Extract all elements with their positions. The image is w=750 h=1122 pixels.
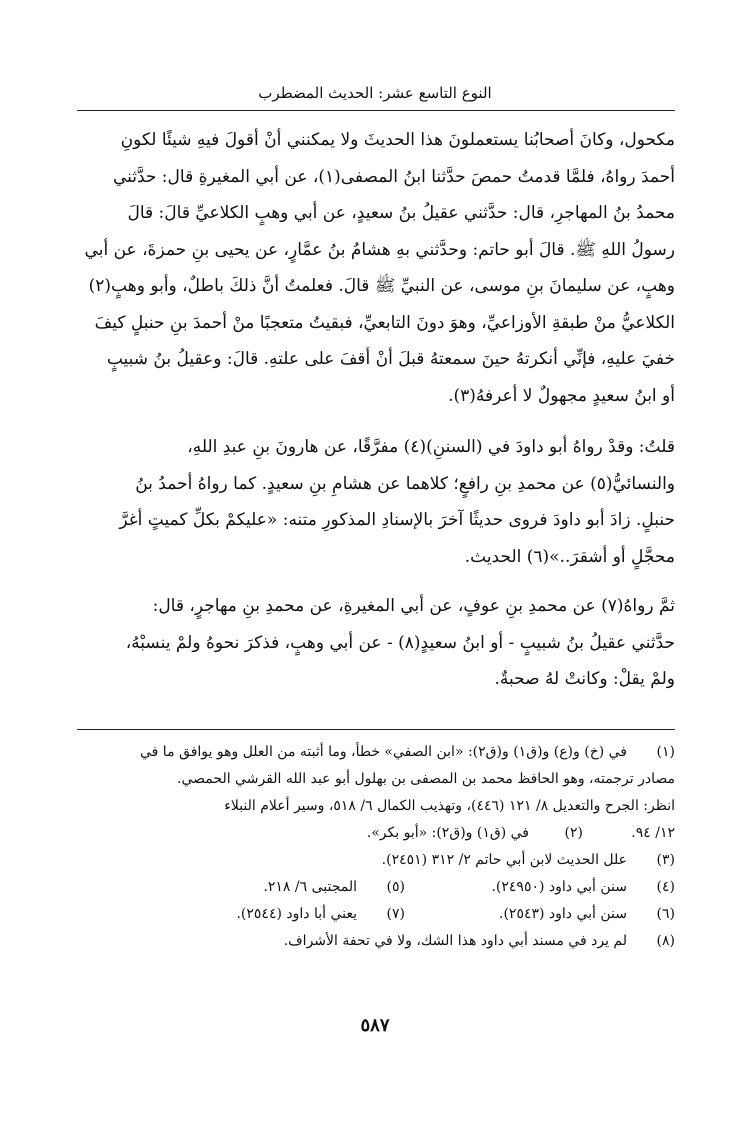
footnote-number: (٨): [656, 933, 675, 949]
text-line: وهبٍ، عن سليمانَ بنِ موسى، عن النبيِّ ﷺ قالَ. فعلمتُ أنَّ ذلكَ باطلٌ، وأبو وهبٍ(٢): [88, 276, 675, 296]
footnote-row: [77, 901, 675, 928]
footnote-text: سنن أبي داود (٢٤٩٥٠).: [491, 879, 627, 895]
text-line: مكحول، وكانَ أصحابُنا يستعملونَ هذا الحديثَ ولا يمكنني أنْ أقولَ فيهِ شيئًا لكونِ: [120, 130, 675, 150]
footnote-1-line-4: ١٢/ ٩٤.: [631, 825, 675, 841]
text-line: حدَّثني عقيلُ بنُ شبيبٍ - أو ابنُ سعيدٍ(٨) - عن أبي وهبٍ، فذكرَ نحوهُ ولمْ ينسبْهُ،: [125, 632, 675, 653]
footnote-1-line-3: انظر: الجرح والتعديل ٨/ ١٢١ (٤٤٦)، وتهذيب الكمال ٦/ ٥١٨، وسير أعلام النبلاء: [224, 798, 675, 814]
footnote-text: يعني أبا داود (٢٥٤٤).: [236, 906, 357, 922]
footnote-text: المجتبى ٦/ ٢١٨.: [263, 879, 357, 895]
footnote-text: علل الحديث لابن أبي حاتم ٢/ ٣١٢ (٢٤٥١).: [381, 852, 627, 868]
footnote-3: [77, 847, 675, 874]
footnote-7: [135, 901, 405, 928]
footnote-text: سنن أبي داود (٢٥٤٣).: [499, 906, 627, 922]
footnote-1: [77, 739, 675, 766]
text-line: قلتُ: وقدْ رواهُ أبو داودَ في (السننِ)(٤) مفرَّقًا، عن هارونَ بنِ عبدِ اللهِ،: [187, 437, 675, 457]
header-divider: [77, 110, 675, 111]
footnote-number: (٢): [564, 825, 583, 841]
text-line: ثمَّ رواهُ(٧) عن محمدِ بنِ عوفٍ، عن أبي المغيرةِ، عن محمدِ بنِ مهاجرٍ، قال:: [152, 596, 675, 616]
text-line: محجَّلٍ أو أشقرَ..»(٦) الحديث.: [464, 546, 675, 567]
page-number: ٥٨٧: [360, 1015, 390, 1036]
footnote-1-line-2: مصادر ترجمته، وهو الحافظ محمد بن المصفى بن بهلول أبو عبد الله القرشي الحمصي.: [177, 771, 675, 787]
footnote-number: (٤): [656, 879, 675, 895]
footnote-4: [405, 874, 675, 901]
main-text: [77, 122, 675, 698]
footnote-number: (٣): [656, 852, 675, 868]
text-line: أو ابنُ سعيدٍ مجهولٌ لا أعرفهُ(٣).: [448, 385, 675, 406]
text-line: حنبلٍ. زادَ أبو داودَ فروى حديثًا آخرَ بالإسنادِ المذكورِ متنه: «عليكمْ بكلِّ كميتٍ أغرَّ: [119, 510, 675, 530]
text-line: محمدُ بنُ المهاجرِ، قال: حدَّثني عقيلُ بنُ سعيدٍ، عن أبي وهبٍ الكلاعيِّ قالَ: قالَ: [127, 203, 675, 223]
footnote-text: في (خ) و(ع) و(ق١) و(ق٢): «ابن الصفي» خطأ، وما أثبته من العلل وهو يوافق ما في: [140, 744, 627, 760]
footnote-text: في (ق١) و(ق٢): «أبو بكر».: [366, 825, 529, 841]
footnotes: [77, 739, 675, 955]
footnote-2: [367, 820, 583, 847]
footnote-text: لم يرد في مسند أبي داود هذا الشك، ولا في تحفة الأشراف.: [283, 933, 627, 949]
footnote-row: [77, 874, 675, 901]
footnote-divider: [77, 729, 675, 730]
text-line: والنسائيُّ(٥) عن محمدِ بنِ رافعٍ؛ كلاهما عن هشامِ بنِ سعيدٍ. كما رواهُ أحمدُ بنُ: [135, 473, 675, 494]
footnote-row: [77, 820, 675, 847]
paragraph-2: [77, 429, 675, 575]
paragraph-3: [77, 588, 675, 698]
footnote-5: [135, 874, 405, 901]
text-line: الكلاعيُّ منْ طبقةِ الأوزاعيِّ، وهوَ دونَ التابعيِّ، فبقيتُ متعجبًا منْ أحمدَ بنِ حنبلٍ كيفَ: [94, 312, 675, 333]
text-line: أحمدَ رواهُ، فلمَّا قدمتُ حمصَ حدَّثنا ابنُ المصفى(١)، عن أبي المغيرةِ قال: حدَّثني: [112, 166, 675, 187]
text-line: ولمْ يقلْ: وكانتْ لهُ صحبةٌ.: [494, 669, 675, 689]
footnote-number: (٦): [656, 906, 675, 922]
footnote-6: [405, 901, 675, 928]
footnote-number: (١): [656, 744, 675, 760]
text-line: رسولُ اللهِ ﷺ. قالَ أبو حاتم: وحدَّثني بهِ هشامُ بنُ عمَّارٍ، عن يحيى بنِ حمزةَ، عن أبي: [84, 239, 675, 260]
paragraph-1: [77, 122, 675, 414]
footnote-number: (٧): [386, 906, 405, 922]
footnote-8: [77, 928, 675, 955]
footnote-number: (٥): [386, 879, 405, 895]
running-header: النوع التاسع عشر: الحديث المضطرب: [258, 84, 492, 102]
text-line: خفيَ عليهِ، فإنِّي أنكرتهُ حينَ سمعتهُ قبلَ أنْ أقفَ على علتهِ. قالَ: وعقيلُ بنُ شبيبٍ: [106, 349, 675, 369]
